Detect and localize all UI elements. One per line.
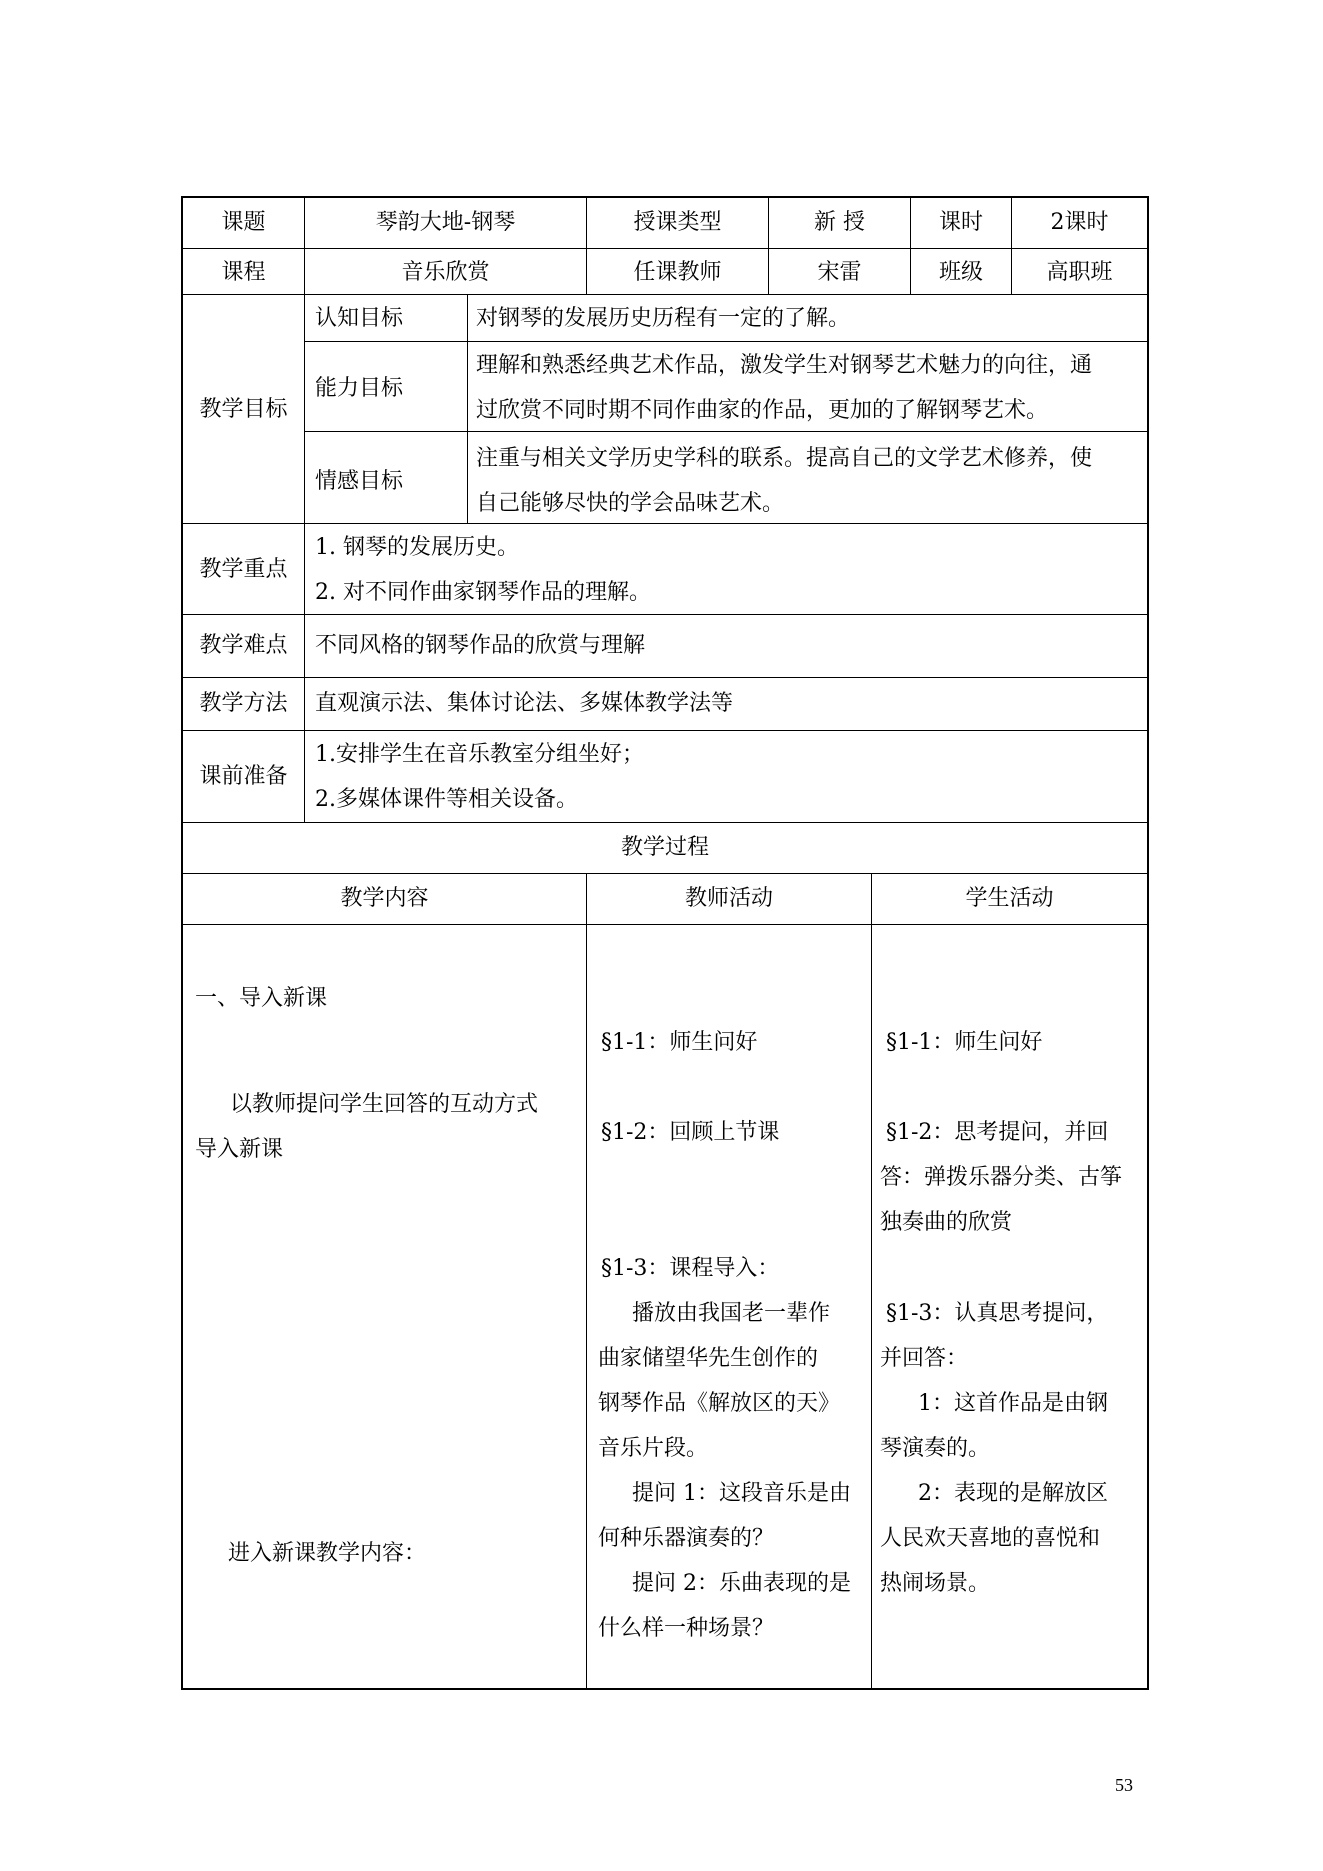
row-line (181, 677, 1149, 678)
teacher-activity-line: §1-2：回顾上节课 (601, 1120, 780, 1145)
teacher-activity-line: 曲家储望华先生创作的 (598, 1346, 819, 1371)
teacher-activity-line: 提问 1：这段音乐是由 (632, 1481, 851, 1506)
hours-value: 2课时 (1050, 210, 1109, 235)
teacher-label: 任课教师 (633, 260, 722, 285)
teacher-activity-line: 什么样一种场景？ (598, 1616, 775, 1641)
cognitive-goal-label: 认知目标 (315, 306, 404, 331)
col-line (586, 873, 587, 1690)
teacher-activity-line: 钢琴作品《解放区的天》 (598, 1391, 841, 1416)
emotion-goal-label: 情感目标 (315, 469, 404, 494)
methods-label: 教学方法 (199, 691, 288, 716)
table-border-bottom (181, 1688, 1149, 1690)
type-label: 授课类型 (633, 210, 722, 235)
student-activity-line: 独奏曲的欣赏 (880, 1210, 1013, 1235)
content-intro-line: 以教师提问学生回答的互动方式 (230, 1092, 539, 1117)
row-line (181, 248, 1149, 249)
topic-value: 琴韵大地-钢琴 (375, 210, 516, 235)
ability-goal-label: 能力目标 (315, 376, 404, 401)
ability-goal-line: 过欣赏不同时期不同作曲家的作品，更加的了解钢琴艺术。 (476, 398, 1049, 423)
row-line (181, 730, 1149, 731)
student-activity-line: 2：表现的是解放区 (918, 1481, 1108, 1506)
topic-label: 课题 (221, 210, 266, 235)
key-point-item: 1. 钢琴的发展历史。 (315, 535, 519, 560)
teacher-activity-line: 何种乐器演奏的？ (598, 1526, 775, 1551)
col-line (467, 294, 468, 523)
col-header-teacher: 教师活动 (684, 886, 773, 911)
ability-goal-line: 理解和熟悉经典艺术作品，激发学生对钢琴艺术魅力的向往，通 (476, 353, 1093, 378)
student-activity-line: 答：弹拨乐器分类、古筝 (880, 1165, 1123, 1190)
course-label: 课程 (221, 260, 266, 285)
student-activity-line: §1-1：师生问好 (886, 1030, 1043, 1055)
difficulty-label: 教学难点 (199, 633, 288, 658)
key-points-label: 教学重点 (199, 557, 288, 582)
student-activity-line: 人民欢天喜地的喜悦和 (880, 1526, 1101, 1551)
hours-label: 课时 (938, 210, 983, 235)
teacher-value: 宋雷 (817, 260, 862, 285)
goals-label: 教学目标 (199, 397, 288, 422)
cognitive-goal-text: 对钢琴的发展历史历程有一定的了解。 (476, 306, 851, 331)
student-activity-line: §1-3：认真思考提问， (886, 1301, 1109, 1326)
page-number: 53 (1115, 1775, 1133, 1795)
content-intro-line: 导入新课 (195, 1137, 284, 1162)
teacher-activity-line: §1-3：课程导入： (601, 1256, 780, 1281)
teacher-activity-line: §1-1：师生问好 (601, 1030, 758, 1055)
teacher-activity-line: 播放由我国老一辈作 (632, 1301, 831, 1326)
process-title: 教学过程 (620, 835, 709, 860)
table-border-top (181, 196, 1149, 198)
content-heading: 一、导入新课 (195, 986, 328, 1011)
student-activity-line: 1：这首作品是由钢 (918, 1391, 1108, 1416)
table-border-right (1147, 196, 1149, 1690)
row-line (181, 873, 1149, 874)
preparation-label: 课前准备 (199, 764, 288, 789)
difficulty-text: 不同风格的钢琴作品的欣赏与理解 (315, 633, 646, 658)
course-value: 音乐欣赏 (401, 260, 490, 285)
emotion-goal-line: 注重与相关文学历史学科的联系。提高自己的文学艺术修养，使 (476, 446, 1093, 471)
methods-text: 直观演示法、集体讨论法、多媒体教学法等 (315, 691, 734, 716)
emotion-goal-line: 自己能够尽快的学会品味艺术。 (476, 491, 785, 516)
preparation-item: 2.多媒体课件等相关设备。 (315, 787, 578, 812)
student-activity-line: §1-2：思考提问，并回 (886, 1120, 1109, 1145)
student-activity-line: 并回答： (880, 1346, 969, 1371)
teacher-activity-line: 音乐片段。 (598, 1436, 709, 1461)
col-header-content: 教学内容 (340, 886, 429, 911)
student-activity-line: 热闹场景。 (880, 1571, 991, 1596)
class-label: 班级 (938, 260, 983, 285)
key-point-item: 2. 对不同作曲家钢琴作品的理解。 (315, 580, 651, 605)
type-value: 新 授 (814, 210, 865, 235)
student-activity-line: 琴演奏的。 (880, 1436, 991, 1461)
preparation-item: 1.安排学生在音乐教室分组坐好； (315, 742, 644, 767)
col-header-student: 学生活动 (965, 886, 1054, 911)
content-enter: 进入新课教学内容： (228, 1541, 427, 1566)
class-value: 高职班 (1046, 260, 1113, 285)
row-line (304, 341, 1149, 342)
row-line (181, 822, 1149, 823)
teacher-activity-line: 提问 2：乐曲表现的是 (632, 1571, 851, 1596)
row-line (181, 924, 1149, 925)
col-line (871, 873, 872, 1690)
